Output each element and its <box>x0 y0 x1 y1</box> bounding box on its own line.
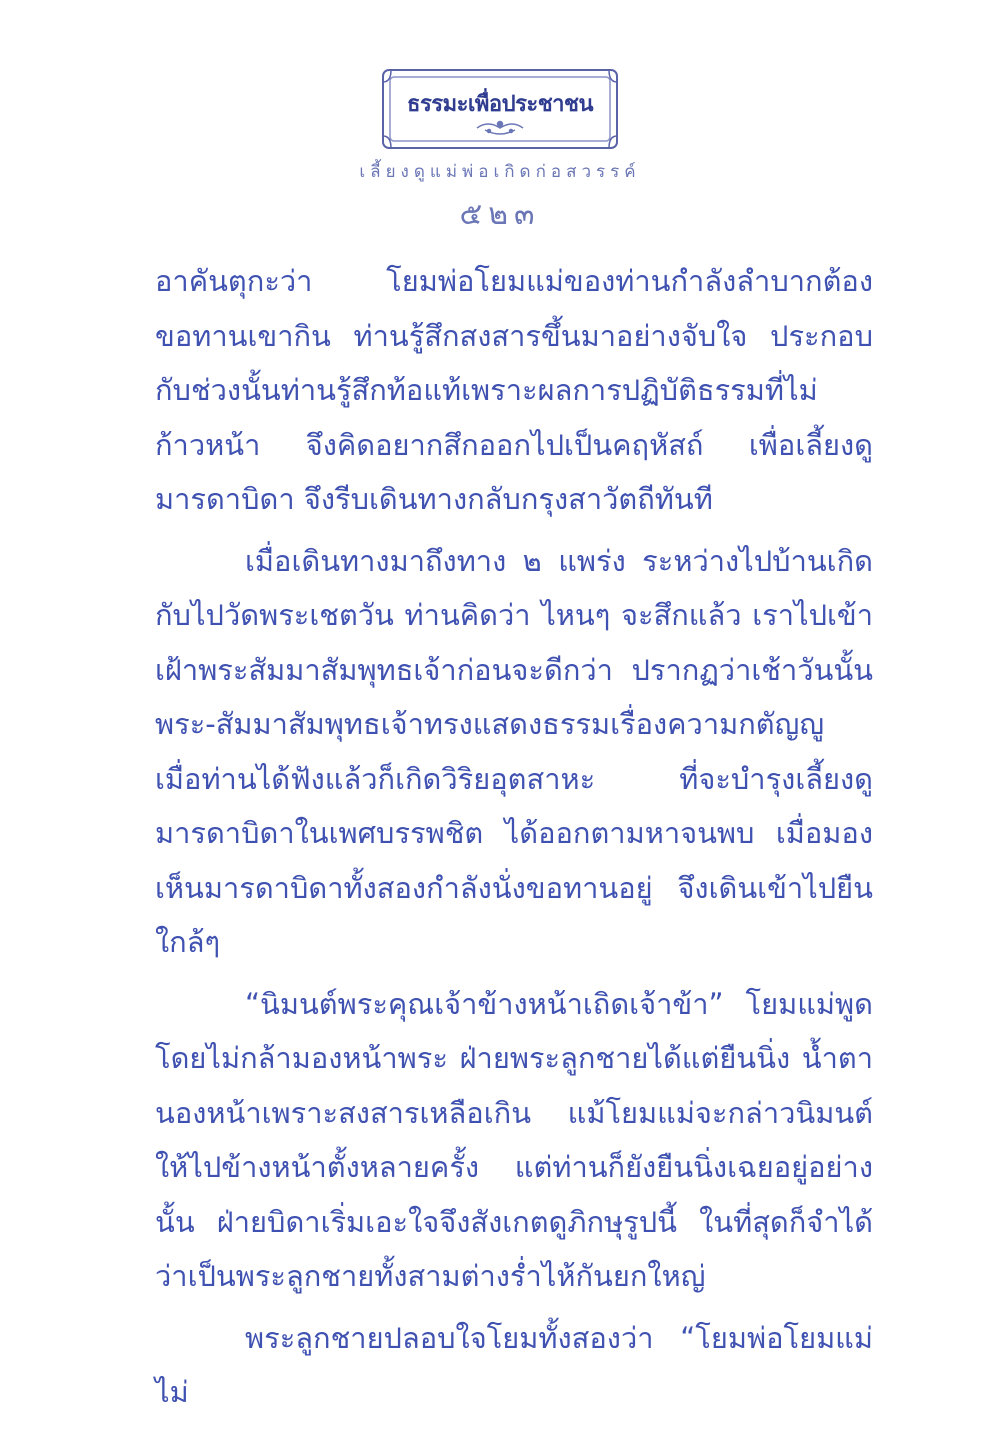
paragraph: “นิมนต์พระคุณเจ้าข้างหน้าเถิดเจ้าข้า” โยมแม่พูดโดยไม่กล้ามองหน้าพระ ฝ่ายพระลูกชายได้แต่ยืนนิ่ง น้ำตานองหน้าเพราะสงสารเหลือเกิน แม้โยมแม่จะกล่าวนิมนต์ให้ไปข้างหน้าตั้งหลายครั้ง แต่ท่านก็ยังยืนนิ่งเฉยอยู่อย่างนั้น ฝ่ายบิดาเริ่มเอะใจจึงสังเกตดูภิกษุรูปนี้ ในที่สุดก็จำได้ว่าเป็นพระลูกชายทั้งสามต่างร่ำไห้กันยกใหญ่ <box>155 986 873 1293</box>
book-subtitle: เลี้ยงดูแม่พ่อเกิดก่อสวรรค์ <box>359 162 641 182</box>
page-header <box>0 68 1000 238</box>
series-logo <box>381 68 619 150</box>
logo-text: ธรรมะเพื่อประชาชน <box>407 92 593 117</box>
paragraph: พระลูกชายปลอบใจโยมทั้งสองว่า “โยมพ่อโยมแม่ไม่ <box>155 1320 873 1409</box>
paragraph: เมื่อเดินทางมาถึงทาง ๒ แพร่ง ระหว่างไปบ้านเกิดกับไปวัดพระเชตวัน ท่านคิดว่า ไหนๆ จะสึกแล้ว เราไปเข้าเฝ้าพระสัมมาสัมพุทธเจ้าก่อนจะดีกว่า ปรากฏว่าเช้าวันนั้น พระ-สัมมาสัมพุทธเจ้าทรงแสดงธรรมเรื่องความกตัญญู เมื่อท่านได้ฟังแล้วก็เกิดวิริยอุตสาหะ ที่จะบำรุงเลี้ยงดูมารดาบิดาในเพศบรรพชิต ได้ออกตามหาจนพบ เมื่อมองเห็นมารดาบิดาทั้งสองกำลังนั่งขอทานอยู่ จึงเดินเข้าไปยืนใกล้ๆ <box>155 543 873 959</box>
page-number: ๕๒๓ <box>459 197 541 232</box>
body-text <box>155 254 873 1420</box>
paragraph: อาคันตุกะว่า โยมพ่อโยมแม่ของท่านกำลังลำบากต้องขอทานเขากิน ท่านรู้สึกสงสารขึ้นมาอย่างจับใจ ประกอบกับช่วงนั้นท่านรู้สึกท้อแท้เพราะผลการปฏิบัติธรรมที่ไม่ก้าวหน้า จึงคิดอยากสึกออกไปเป็นคฤหัสถ์ เพื่อเลี้ยงดูมารดาบิดา จึงรีบเดินทางกลับกรุงสาวัตถีทันที <box>155 264 873 516</box>
